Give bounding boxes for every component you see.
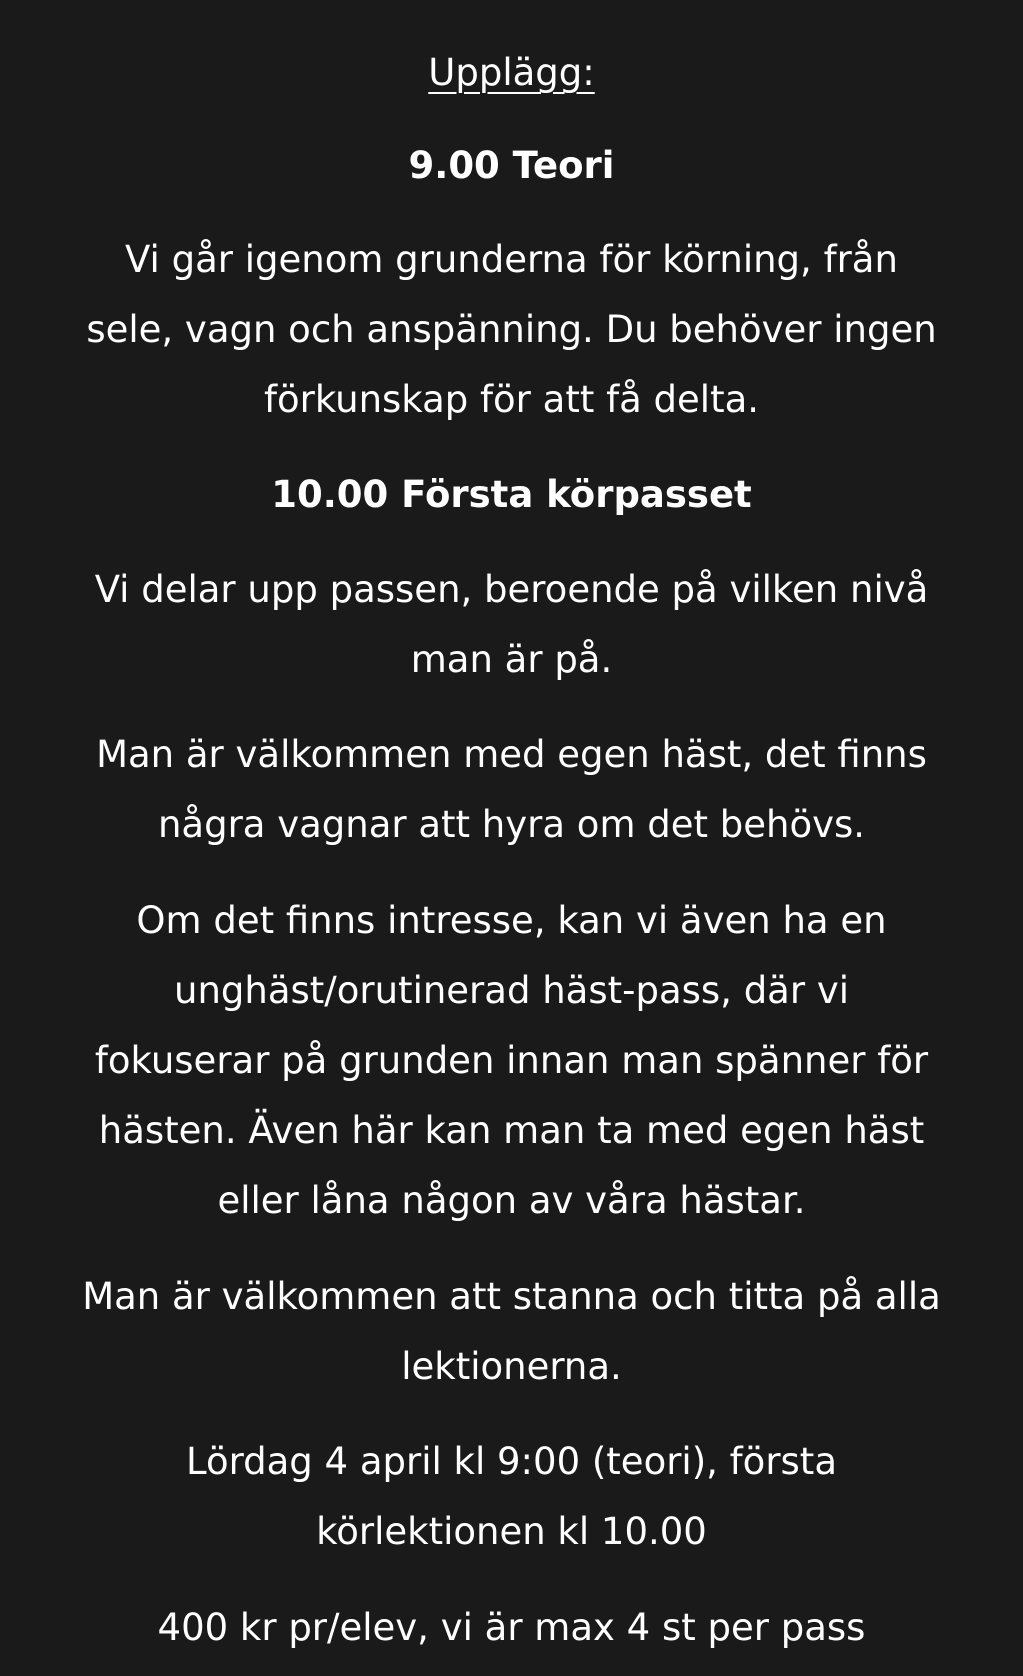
text-line: Man är välkommen med egen häst, det finns	[96, 733, 927, 776]
text-line: Lördag 4 april kl 9:00 (teori), första	[185, 1440, 837, 1483]
text-line: Vi delar upp passen, beroende på vilken nivå	[94, 568, 929, 611]
session2-description	[0, 555, 1023, 695]
young-horse-info	[0, 886, 1023, 1236]
text-line: eller låna någon av våra hästar.	[217, 1179, 806, 1222]
text-line: unghäst/orutinerad häst-pass, där vi	[174, 969, 849, 1012]
spectators-info	[0, 1262, 1023, 1402]
text-line: man är på.	[410, 638, 613, 681]
page-heading: Upplägg:	[428, 51, 595, 94]
price-info: 400 kr pr/elev, vi är max 4 st per pass	[157, 1606, 866, 1649]
date-info	[0, 1427, 1023, 1567]
text-line: Vi går igenom grunderna för körning, från	[125, 238, 898, 281]
text-line: några vagnar att hyra om det behövs.	[157, 803, 866, 846]
text-line: fokuserar på grunden innan man spänner för	[94, 1039, 929, 1082]
text-line: förkunskap för att få delta.	[263, 378, 760, 421]
session1-title: 9.00 Teori	[408, 144, 615, 187]
text-line: hästen. Även här kan man ta med egen häst	[98, 1109, 925, 1152]
horse-info	[0, 720, 1023, 860]
text-line: sele, vagn och anspänning. Du behöver ingen	[86, 308, 937, 351]
text-line: lektionerna.	[401, 1345, 622, 1388]
text-line: körlektionen kl 10.00	[316, 1510, 707, 1553]
session2-title: 10.00 Första körpasset	[271, 473, 752, 516]
session1-description	[0, 225, 1023, 435]
text-line: Om det finns intresse, kan vi även ha en	[136, 899, 887, 942]
text-line: Man är välkommen att stanna och titta på alla	[82, 1275, 941, 1318]
